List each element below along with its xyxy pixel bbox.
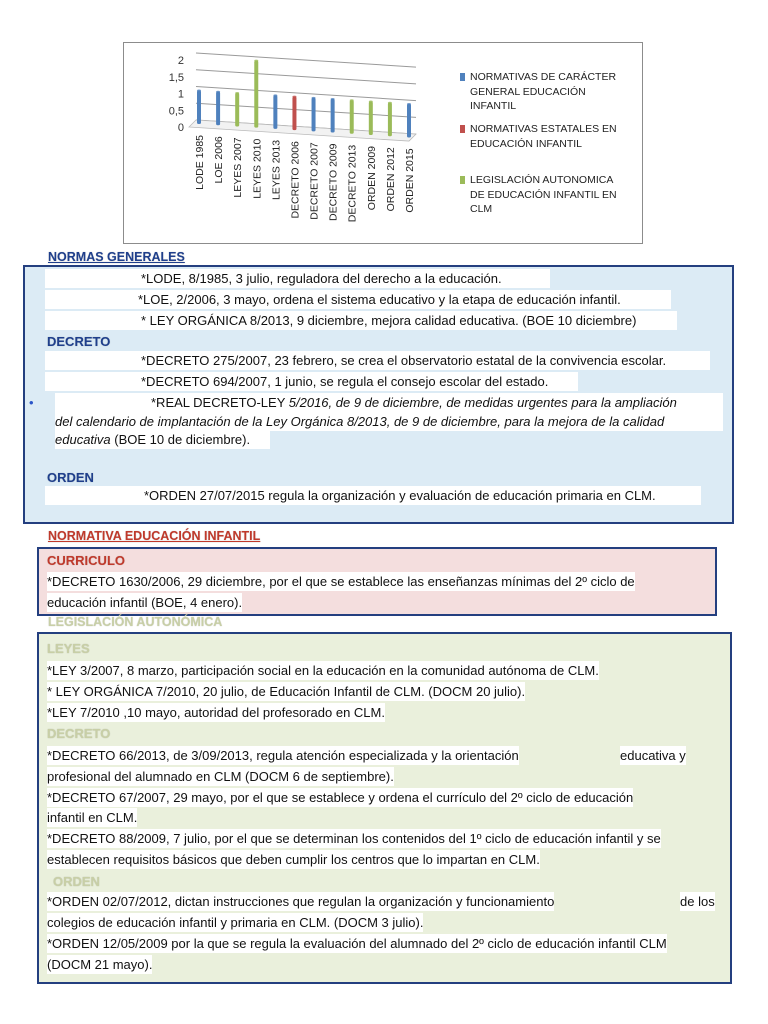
bar-cap xyxy=(388,102,392,104)
ley-item: *LEY 3/2007, 8 marzo, participación social en la educación en la comunidad autónoma de CLM. xyxy=(47,663,599,678)
x-tick-label: DECRETO 2013 xyxy=(346,144,359,223)
subheading-decreto: DECRETO xyxy=(47,726,111,741)
legend-item-estatales xyxy=(470,122,640,151)
decreto-item: *DECRETO 88/2009, 7 julio, por el que se determinan los contenidos del 1º ciclo de educación infantil y se xyxy=(47,831,661,846)
bar xyxy=(235,93,239,127)
section-heading-normativa-infantil: NORMATIVA EDUCACIÓN INFANTIL xyxy=(48,529,261,543)
bar-cap xyxy=(369,100,373,102)
x-tick-label: DECRETO 2006 xyxy=(289,141,302,219)
bar-cap xyxy=(273,94,277,96)
x-tick-label: ORDEN 2015 xyxy=(404,148,416,213)
bar xyxy=(331,99,335,133)
decreto-item: *DECRETO 66/2013, de 3/09/2013, regula atención especializada y la orientación xyxy=(47,748,519,763)
bar-cap xyxy=(216,91,220,93)
bar-cap xyxy=(350,99,354,101)
bar-cap xyxy=(331,98,335,100)
legend-label: CLM xyxy=(470,203,493,215)
bar-cap xyxy=(254,60,258,62)
gridline xyxy=(196,70,416,84)
bar xyxy=(369,101,373,135)
decreto-item: *DECRETO 275/2007, 23 febrero, se crea el observatorio estatal de la convivencia escolar. xyxy=(45,351,710,370)
orden-item-tail: de los xyxy=(680,894,715,909)
legend-item-general xyxy=(470,70,640,114)
y-tick-label: 0 xyxy=(177,122,184,134)
bar xyxy=(388,103,392,137)
curriculo-item-line2: educación infantil (BOE, 4 enero). xyxy=(47,595,243,610)
ley-item: * LEY ORGÁNICA 8/2013, 9 diciembre, mejora calidad educativa. (BOE 10 diciembre) xyxy=(45,311,677,330)
gridline xyxy=(196,87,416,101)
decreto-item: *DECRETO 694/2007, 1 junio, se regula el consejo escolar del estado. xyxy=(45,372,578,391)
bar xyxy=(312,98,316,131)
gridline xyxy=(196,53,416,67)
gridline xyxy=(196,103,416,117)
x-tick-label: DECRETO 2009 xyxy=(327,143,340,221)
ley-item: * LEY ORGÁNICA 7/2010, 20 julio, de Educación Infantil de CLM. (DOCM 20 julio). xyxy=(47,684,526,699)
bar-cap xyxy=(407,103,411,105)
bar xyxy=(407,104,411,138)
bar-cap xyxy=(235,92,239,94)
decreto-item: profesional del alumnado en CLM (DOCM 6 de septiembre). xyxy=(47,769,394,784)
x-tick-label: DECRETO 2007 xyxy=(308,142,321,220)
decreto-item-tail: educativa y xyxy=(620,748,686,763)
bar xyxy=(273,95,277,129)
real-decreto-ley-line2: del calendario de implantación de la Ley Orgánica 8/2013, de 9 de diciembre, para la mejora de la calidad xyxy=(55,412,723,431)
legend-label: NORMATIVAS ESTATALES EN xyxy=(470,123,617,135)
bar xyxy=(216,92,220,126)
orden-item: *ORDEN 27/07/2015 regula la organización y evaluación de educación primaria en CLM. xyxy=(45,486,701,505)
bar-chart xyxy=(123,42,643,244)
bar xyxy=(197,91,201,125)
x-tick-label: LOE 2006 xyxy=(213,136,226,184)
subheading-orden: ORDEN xyxy=(53,874,100,889)
decreto-item: infantil en CLM. xyxy=(47,810,138,825)
bar-cap xyxy=(197,90,201,92)
section-heading-legislacion-autonomica: LEGISLACIÓN AUTONÓMICA xyxy=(48,615,223,629)
legend-item-autonomica xyxy=(470,173,640,217)
legislacion-autonomica-box xyxy=(37,632,732,984)
subheading-leyes: LEYES xyxy=(47,641,90,656)
legend-label: GENERAL EDUCACIÓN xyxy=(470,85,586,98)
x-tick-label: ORDEN 2012 xyxy=(384,147,397,212)
decreto-item: *DECRETO 67/2007, 29 mayo, por el que se establece y ordena el currículo del 2º ciclo de educación xyxy=(47,790,634,805)
legend-swatch-estatales xyxy=(460,125,465,133)
legend-label: INFANTIL xyxy=(470,100,517,112)
x-tick-label: LEYES 2007 xyxy=(232,137,245,198)
bar xyxy=(292,97,296,131)
orden-item: *ORDEN 12/05/2009 por la que se regula la evaluación del alumnado del 2º ciclo de educación infantil CLM xyxy=(47,936,667,951)
orden-item: colegios de educación infantil y primaria en CLM. (DOCM 3 julio). xyxy=(47,915,424,930)
decreto-item: establecen requisitos básicos que deben cumplir los centros que lo impartan en CLM. xyxy=(47,852,540,867)
ley-item: *LEY 7/2010 ,10 mayo, autoridad del profesorado en CLM. xyxy=(47,705,385,720)
legend-label: DE EDUCACIÓN INFANTIL EN xyxy=(470,188,617,201)
y-tick-label: 1 xyxy=(177,88,184,101)
y-tick-label: 0,5 xyxy=(168,105,184,118)
legend-swatch-general xyxy=(460,73,465,81)
x-tick-label: ORDEN 2009 xyxy=(365,145,378,211)
legend-label: NORMATIVAS DE CARÁCTER xyxy=(470,71,617,83)
real-decreto-ley-line3: educativa (BOE 10 de diciembre). xyxy=(55,430,270,449)
subheading-curriculo: CURRICULO xyxy=(47,553,125,568)
legend-swatch-autonomica xyxy=(460,176,465,184)
bar xyxy=(254,61,258,128)
real-decreto-ley-line1: *REAL DECRETO-LEY 5/2016, de 9 de diciembre, de medidas urgentes para la ampliación xyxy=(55,393,723,412)
legend-label: LEGISLACIÓN AUTONOMICA xyxy=(470,174,614,186)
subheading-orden: ORDEN xyxy=(47,470,94,485)
bullet: • xyxy=(29,395,34,410)
curriculo-box xyxy=(37,547,717,616)
bar xyxy=(350,100,354,133)
bar-cap xyxy=(312,97,316,99)
ley-item: *LOE, 2/2006, 3 mayo, ordena el sistema educativo y la etapa de educación infantil. xyxy=(45,290,671,309)
ley-item: *LODE, 8/1985, 3 julio, reguladora del derecho a la educación. xyxy=(45,269,550,288)
orden-item: *ORDEN 02/07/2012, dictan instrucciones que regulan la organización y funcionamiento xyxy=(47,894,555,909)
x-tick-label: LEYES 2010 xyxy=(251,138,264,199)
bar-cap xyxy=(292,96,296,98)
subheading-decreto: DECRETO xyxy=(47,334,111,349)
orden-item: (DOCM 21 mayo). xyxy=(47,957,153,972)
y-tick-label: 1,5 xyxy=(168,71,184,84)
x-tick-label: LEYES 2013 xyxy=(270,139,283,201)
section-heading-normas-generales: NORMAS GENERALES xyxy=(48,250,185,264)
legend-label: EDUCACIÓN INFANTIL xyxy=(470,137,583,150)
x-tick-label: LODE 1985 xyxy=(194,135,206,190)
curriculo-item-line1: *DECRETO 1630/2006, 29 diciembre, por el que se establece las enseñanzas mínimas del 2º ciclo de xyxy=(47,574,635,589)
y-tick-label: 2 xyxy=(177,55,184,67)
normas-generales-box xyxy=(23,265,734,524)
